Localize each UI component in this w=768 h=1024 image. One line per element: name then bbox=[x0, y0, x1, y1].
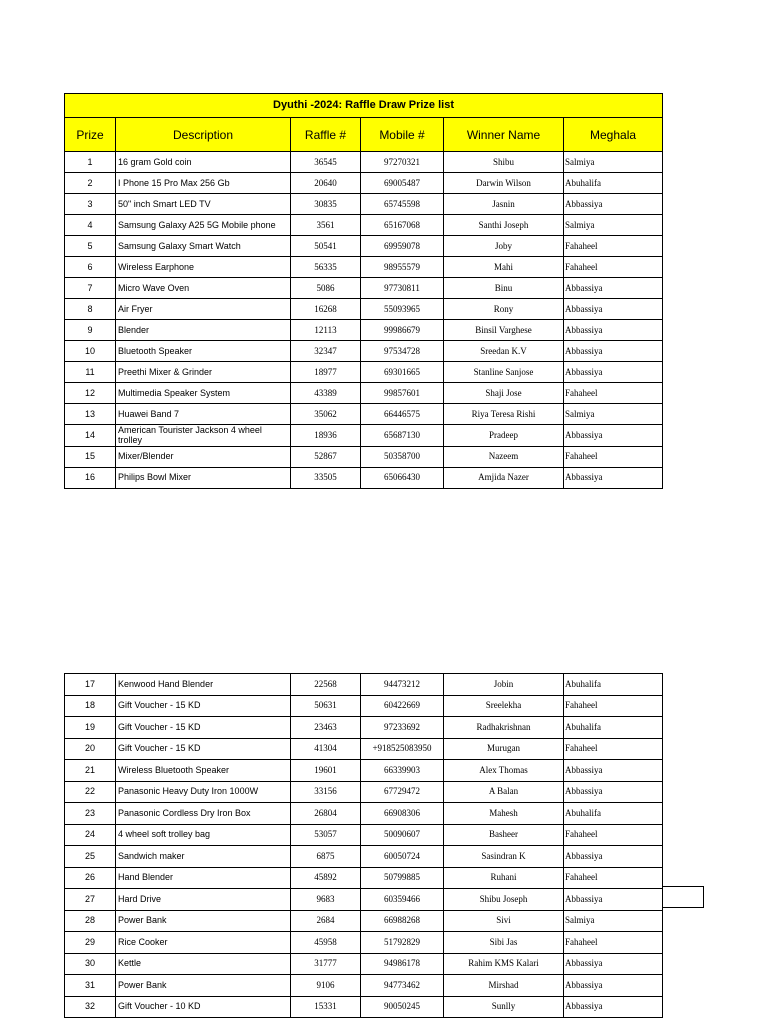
meghala-name: Abbassiya bbox=[564, 362, 663, 383]
raffle-number: 43389 bbox=[291, 383, 361, 404]
raffle-number: 16268 bbox=[291, 299, 361, 320]
mobile-number: 97270321 bbox=[361, 152, 444, 173]
mobile-number: 90050245 bbox=[361, 996, 444, 1018]
header-raffle: Raffle # bbox=[291, 118, 361, 152]
header-meghala: Meghala bbox=[564, 118, 663, 152]
raffle-number: 53057 bbox=[291, 824, 361, 846]
meghala-name: Abbassiya bbox=[564, 781, 663, 803]
raffle-number: 45892 bbox=[291, 867, 361, 889]
table-row bbox=[65, 152, 663, 173]
prize-number: 10 bbox=[65, 341, 116, 362]
mobile-number: 50358700 bbox=[361, 446, 444, 467]
title-row bbox=[65, 94, 663, 118]
prize-description: Mixer/Blender bbox=[116, 446, 291, 467]
table-row bbox=[65, 760, 663, 782]
meghala-name: Abbassiya bbox=[564, 846, 663, 868]
prize-number: 15 bbox=[65, 446, 116, 467]
winner-name: Sasindran K bbox=[444, 846, 564, 868]
raffle-number: 56335 bbox=[291, 257, 361, 278]
mobile-number: 65167068 bbox=[361, 215, 444, 236]
table-row bbox=[65, 953, 663, 975]
raffle-number: 18936 bbox=[291, 425, 361, 447]
mobile-number: 99986679 bbox=[361, 320, 444, 341]
prize-description: American Tourister Jackson 4 wheel trolley bbox=[116, 425, 291, 447]
meghala-name: Fahaheel bbox=[564, 867, 663, 889]
prize-description: Preethi Mixer & Grinder bbox=[116, 362, 291, 383]
mobile-number: 69301665 bbox=[361, 362, 444, 383]
winner-name: Sivi bbox=[444, 910, 564, 932]
table-row bbox=[65, 781, 663, 803]
mobile-number: 66339903 bbox=[361, 760, 444, 782]
table-row bbox=[65, 425, 663, 447]
winner-name: Ruhani bbox=[444, 867, 564, 889]
prize-table-bottom bbox=[64, 673, 663, 1018]
prize-description: 4 wheel soft trolley bag bbox=[116, 824, 291, 846]
prize-description: Kenwood Hand Blender bbox=[116, 674, 291, 696]
prize-number: 22 bbox=[65, 781, 116, 803]
raffle-number: 32347 bbox=[291, 341, 361, 362]
meghala-name: Fahaheel bbox=[564, 932, 663, 954]
prize-number: 20 bbox=[65, 738, 116, 760]
winner-name: Shibu bbox=[444, 152, 564, 173]
mobile-number: 97233692 bbox=[361, 717, 444, 739]
winner-name: Stanline Sanjose bbox=[444, 362, 564, 383]
prize-description: Rice Cooker bbox=[116, 932, 291, 954]
raffle-number: 41304 bbox=[291, 738, 361, 760]
prize-description: Air Fryer bbox=[116, 299, 291, 320]
prize-number: 11 bbox=[65, 362, 116, 383]
winner-name: Riya Teresa Rishi bbox=[444, 404, 564, 425]
winner-name: Joby bbox=[444, 236, 564, 257]
prize-number: 12 bbox=[65, 383, 116, 404]
table-row bbox=[65, 889, 663, 911]
mobile-number: 69959078 bbox=[361, 236, 444, 257]
prize-description: Gift Voucher - 15 KD bbox=[116, 738, 291, 760]
mobile-number: 50799885 bbox=[361, 867, 444, 889]
mobile-number: 65687130 bbox=[361, 425, 444, 447]
meghala-name: Abbassiya bbox=[564, 467, 663, 488]
mobile-number: 94986178 bbox=[361, 953, 444, 975]
table-row bbox=[65, 236, 663, 257]
winner-name: Jasnin bbox=[444, 194, 564, 215]
meghala-name: Fahaheel bbox=[564, 824, 663, 846]
mobile-number: 51792829 bbox=[361, 932, 444, 954]
meghala-name: Abbassiya bbox=[564, 889, 663, 911]
prize-number: 3 bbox=[65, 194, 116, 215]
prize-description: Gift Voucher - 10 KD bbox=[116, 996, 291, 1018]
raffle-number: 5086 bbox=[291, 278, 361, 299]
mobile-number: 66446575 bbox=[361, 404, 444, 425]
table-row bbox=[65, 695, 663, 717]
prize-description: Panasonic Cordless Dry Iron Box bbox=[116, 803, 291, 825]
prize-number: 2 bbox=[65, 173, 116, 194]
meghala-name: Abbassiya bbox=[564, 278, 663, 299]
prize-description: Bluetooth Speaker bbox=[116, 341, 291, 362]
stray-cell-border bbox=[662, 886, 704, 908]
raffle-number: 22568 bbox=[291, 674, 361, 696]
prize-number: 26 bbox=[65, 867, 116, 889]
winner-name: Sreedan K.V bbox=[444, 341, 564, 362]
raffle-number: 33156 bbox=[291, 781, 361, 803]
meghala-name: Abbassiya bbox=[564, 975, 663, 997]
prize-number: 27 bbox=[65, 889, 116, 911]
winner-name: Murugan bbox=[444, 738, 564, 760]
raffle-number: 31777 bbox=[291, 953, 361, 975]
table-row bbox=[65, 362, 663, 383]
prize-description: Kettle bbox=[116, 953, 291, 975]
prize-number: 16 bbox=[65, 467, 116, 488]
meghala-name: Abuhalifa bbox=[564, 173, 663, 194]
table-row bbox=[65, 867, 663, 889]
raffle-number: 15331 bbox=[291, 996, 361, 1018]
mobile-number: 60050724 bbox=[361, 846, 444, 868]
table-row bbox=[65, 383, 663, 404]
meghala-name: Fahaheel bbox=[564, 236, 663, 257]
table-row bbox=[65, 996, 663, 1018]
table-row bbox=[65, 932, 663, 954]
prize-description: Gift Voucher - 15 KD bbox=[116, 695, 291, 717]
mobile-number: 50090607 bbox=[361, 824, 444, 846]
prize-table-top bbox=[64, 93, 663, 489]
mobile-number: 66908306 bbox=[361, 803, 444, 825]
prize-number: 1 bbox=[65, 152, 116, 173]
header-description: Description bbox=[116, 118, 291, 152]
prize-number: 31 bbox=[65, 975, 116, 997]
prize-description: Blender bbox=[116, 320, 291, 341]
table-row bbox=[65, 257, 663, 278]
mobile-number: 99857601 bbox=[361, 383, 444, 404]
prize-number: 5 bbox=[65, 236, 116, 257]
table-row bbox=[65, 803, 663, 825]
prize-number: 13 bbox=[65, 404, 116, 425]
raffle-number: 9683 bbox=[291, 889, 361, 911]
meghala-name: Salmiya bbox=[564, 152, 663, 173]
prize-description: Panasonic Heavy Duty Iron 1000W bbox=[116, 781, 291, 803]
mobile-number: 94473212 bbox=[361, 674, 444, 696]
prize-description: Hand Blender bbox=[116, 867, 291, 889]
prize-number: 7 bbox=[65, 278, 116, 299]
winner-name: Mirshad bbox=[444, 975, 564, 997]
mobile-number: 60359466 bbox=[361, 889, 444, 911]
meghala-name: Abbassiya bbox=[564, 299, 663, 320]
table-row bbox=[65, 717, 663, 739]
prize-description: Multimedia Speaker System bbox=[116, 383, 291, 404]
prize-number: 19 bbox=[65, 717, 116, 739]
mobile-number: 65745598 bbox=[361, 194, 444, 215]
prize-number: 29 bbox=[65, 932, 116, 954]
mobile-number: 67729472 bbox=[361, 781, 444, 803]
prize-number: 6 bbox=[65, 257, 116, 278]
table-row bbox=[65, 404, 663, 425]
raffle-number: 30835 bbox=[291, 194, 361, 215]
table-row bbox=[65, 467, 663, 488]
prize-number: 30 bbox=[65, 953, 116, 975]
winner-name: Mahesh bbox=[444, 803, 564, 825]
prize-number: 28 bbox=[65, 910, 116, 932]
winner-name: Basheer bbox=[444, 824, 564, 846]
prize-number: 24 bbox=[65, 824, 116, 846]
prize-description: Sandwich maker bbox=[116, 846, 291, 868]
winner-name: Radhakrishnan bbox=[444, 717, 564, 739]
prize-number: 17 bbox=[65, 674, 116, 696]
mobile-number: 66988268 bbox=[361, 910, 444, 932]
prize-description: Samsung Galaxy Smart Watch bbox=[116, 236, 291, 257]
prize-number: 4 bbox=[65, 215, 116, 236]
mobile-number: 65066430 bbox=[361, 467, 444, 488]
raffle-number: 12113 bbox=[291, 320, 361, 341]
table-row bbox=[65, 320, 663, 341]
raffle-number: 23463 bbox=[291, 717, 361, 739]
header-row bbox=[65, 118, 663, 152]
meghala-name: Abbassiya bbox=[564, 425, 663, 447]
prize-number: 21 bbox=[65, 760, 116, 782]
winner-name: Pradeep bbox=[444, 425, 564, 447]
raffle-number: 6875 bbox=[291, 846, 361, 868]
winner-name: Santhi Joseph bbox=[444, 215, 564, 236]
winner-name: Shibu Joseph bbox=[444, 889, 564, 911]
winner-name: Shaji Jose bbox=[444, 383, 564, 404]
mobile-number: 60422669 bbox=[361, 695, 444, 717]
meghala-name: Salmiya bbox=[564, 404, 663, 425]
winner-name: Alex Thomas bbox=[444, 760, 564, 782]
prize-description: Micro Wave Oven bbox=[116, 278, 291, 299]
table-row bbox=[65, 215, 663, 236]
raffle-number: 50631 bbox=[291, 695, 361, 717]
meghala-name: Abbassiya bbox=[564, 953, 663, 975]
raffle-number: 19601 bbox=[291, 760, 361, 782]
prize-number: 23 bbox=[65, 803, 116, 825]
meghala-name: Abbassiya bbox=[564, 194, 663, 215]
meghala-name: Salmiya bbox=[564, 215, 663, 236]
meghala-name: Abuhalifa bbox=[564, 717, 663, 739]
winner-name: Binu bbox=[444, 278, 564, 299]
raffle-number: 20640 bbox=[291, 173, 361, 194]
mobile-number: 55093965 bbox=[361, 299, 444, 320]
table-row bbox=[65, 278, 663, 299]
prize-description: Hard Drive bbox=[116, 889, 291, 911]
raffle-number: 18977 bbox=[291, 362, 361, 383]
meghala-name: Abuhalifa bbox=[564, 674, 663, 696]
prize-description: Huawei Band 7 bbox=[116, 404, 291, 425]
table-row bbox=[65, 194, 663, 215]
table-row bbox=[65, 446, 663, 467]
table-row bbox=[65, 341, 663, 362]
header-prize: Prize bbox=[65, 118, 116, 152]
prize-description: Samsung Galaxy A25 5G Mobile phone bbox=[116, 215, 291, 236]
raffle-number: 9106 bbox=[291, 975, 361, 997]
sheet-title: Dyuthi -2024: Raffle Draw Prize list bbox=[65, 94, 663, 118]
prize-description: I Phone 15 Pro Max 256 Gb bbox=[116, 173, 291, 194]
meghala-name: Fahaheel bbox=[564, 446, 663, 467]
table-row bbox=[65, 910, 663, 932]
prize-description: Power Bank bbox=[116, 975, 291, 997]
prize-number: 8 bbox=[65, 299, 116, 320]
winner-name: Amjida Nazer bbox=[444, 467, 564, 488]
winner-name: Rony bbox=[444, 299, 564, 320]
meghala-name: Fahaheel bbox=[564, 257, 663, 278]
raffle-number: 45958 bbox=[291, 932, 361, 954]
table-row bbox=[65, 299, 663, 320]
meghala-name: Abbassiya bbox=[564, 996, 663, 1018]
raffle-number: 35062 bbox=[291, 404, 361, 425]
meghala-name: Abbassiya bbox=[564, 320, 663, 341]
raffle-number: 33505 bbox=[291, 467, 361, 488]
prize-number: 9 bbox=[65, 320, 116, 341]
prize-description: 50" inch Smart LED TV bbox=[116, 194, 291, 215]
table-row bbox=[65, 173, 663, 194]
winner-name: Binsil Varghese bbox=[444, 320, 564, 341]
prize-number: 18 bbox=[65, 695, 116, 717]
mobile-number: 97730811 bbox=[361, 278, 444, 299]
raffle-number: 3561 bbox=[291, 215, 361, 236]
meghala-name: Abbassiya bbox=[564, 341, 663, 362]
raffle-number: 2684 bbox=[291, 910, 361, 932]
table-row bbox=[65, 975, 663, 997]
winner-name: Nazeem bbox=[444, 446, 564, 467]
winner-name: Darwin Wilson bbox=[444, 173, 564, 194]
winner-name: Jobin bbox=[444, 674, 564, 696]
table-row bbox=[65, 674, 663, 696]
raffle-number: 26804 bbox=[291, 803, 361, 825]
prize-description: Philips Bowl Mixer bbox=[116, 467, 291, 488]
winner-name: Sibi Jas bbox=[444, 932, 564, 954]
prize-description: Wireless Bluetooth Speaker bbox=[116, 760, 291, 782]
raffle-number: 52867 bbox=[291, 446, 361, 467]
prize-number: 25 bbox=[65, 846, 116, 868]
meghala-name: Abbassiya bbox=[564, 760, 663, 782]
prize-number: 14 bbox=[65, 425, 116, 447]
mobile-number: 97534728 bbox=[361, 341, 444, 362]
prize-description: Gift Voucher - 15 KD bbox=[116, 717, 291, 739]
raffle-number: 36545 bbox=[291, 152, 361, 173]
winner-name: A Balan bbox=[444, 781, 564, 803]
mobile-number: 94773462 bbox=[361, 975, 444, 997]
meghala-name: Salmiya bbox=[564, 910, 663, 932]
table-row bbox=[65, 824, 663, 846]
table-row bbox=[65, 846, 663, 868]
meghala-name: Fahaheel bbox=[564, 695, 663, 717]
winner-name: Mahi bbox=[444, 257, 564, 278]
winner-name: Sunlly bbox=[444, 996, 564, 1018]
table-row bbox=[65, 738, 663, 760]
mobile-number: 98955579 bbox=[361, 257, 444, 278]
prize-description: Power Bank bbox=[116, 910, 291, 932]
prize-description: 16 gram Gold coin bbox=[116, 152, 291, 173]
prize-number: 32 bbox=[65, 996, 116, 1018]
header-mobile: Mobile # bbox=[361, 118, 444, 152]
meghala-name: Fahaheel bbox=[564, 738, 663, 760]
mobile-number: +918525083950 bbox=[361, 738, 444, 760]
meghala-name: Fahaheel bbox=[564, 383, 663, 404]
winner-name: Rahim KMS Kalari bbox=[444, 953, 564, 975]
winner-name: Sreelekha bbox=[444, 695, 564, 717]
raffle-number: 50541 bbox=[291, 236, 361, 257]
header-winner: Winner Name bbox=[444, 118, 564, 152]
prize-description: Wireless Earphone bbox=[116, 257, 291, 278]
meghala-name: Abuhalifa bbox=[564, 803, 663, 825]
mobile-number: 69005487 bbox=[361, 173, 444, 194]
